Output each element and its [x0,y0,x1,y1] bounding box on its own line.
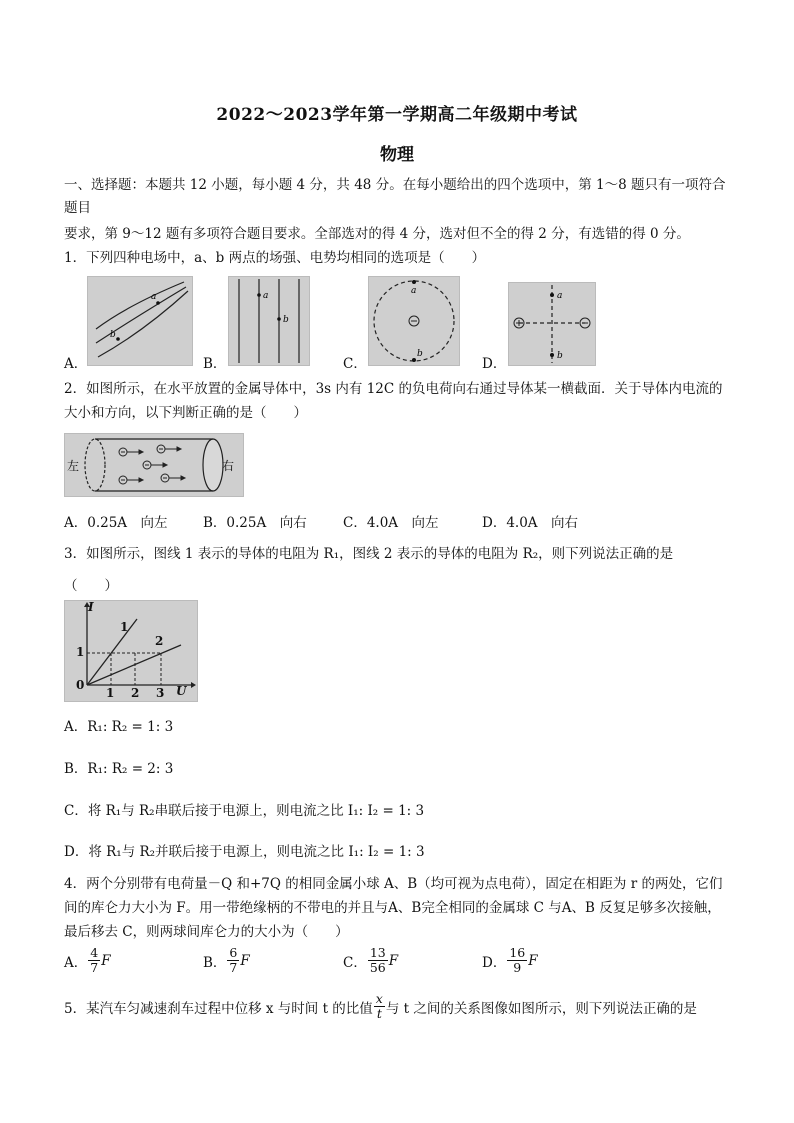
q4-stem-line-3: 最后移去 C，则两球间库仑力的大小为（ ） [64,924,349,940]
q3-stem-line-1: 3．如图所示，图线 1 表示的导体的电阻为 R₁，图线 2 表示的导体的电阻为 R₂，则下列说法正确的是 [64,546,674,562]
q2-option-c: C．4.0A 向左 [343,515,439,531]
q4-option-d-unit: F [528,952,538,969]
q4-stem-line-1: 4．两个分别带有电荷量－Q 和+7Q 的相同金属小球 A、B（均可视为点电荷），固定在相距为 r 的两处，它们 [64,876,723,892]
q2-stem-line-1: 2．如图所示，在水平放置的金属导体中，3s 内有 12C 的负电荷向右通过导体某一横截面．关于导体内电流的 [64,381,723,397]
q2-option-b: B．0.25A 向右 [203,515,307,531]
q4-option-d-label: D． [482,954,507,971]
exam-subject: 物理 [380,145,414,165]
q4-option-a [64,946,111,975]
q4-option-a-fraction [88,946,100,975]
q1-option-c-label: C． [343,356,367,372]
q3-x-tick-1: 1 [106,686,115,700]
q4-option-c-fraction [368,946,388,975]
q4-option-b [203,946,250,975]
q1-figure-d [508,282,596,366]
q5-stem-part-b: 与 t 之间的关系图像如图所示，则下列说法正确的是 [385,1000,697,1017]
q2-stem-line-2: 大小和方向，以下判断正确的是（ ） [64,405,307,421]
q5-stem [64,992,732,1021]
instructions-line-1: 一、选择题：本题共 12 小题，每小题 4 分，共 48 分。在每小题给出的四个选项中，第 1～8 题只有一项符合 [64,177,726,193]
q4-option-a-unit: F [101,952,111,969]
exam-title: 2022～2023学年第一学期高二年级期中考试 [216,105,578,125]
q4-option-c-unit: F [388,952,399,969]
instructions-line-3: 要求，第 9～12 题有多项符合题目要求。全部选对的得 4 分，选对但不全的得 2 分，有选错的得 0 分。 [64,226,690,242]
q5-x-over-t-fraction [374,992,385,1021]
q4-option-b-unit: F [240,952,250,969]
q3-option-d: D．将 R₁与 R₂并联后接于电源上，则电流之比 I₁: I₂ = 1: 3 [64,844,425,860]
q3-stem-line-2: （ ） [64,578,118,594]
q4-option-d [482,946,538,975]
q4-option-c-numerator: 13 [369,945,386,960]
q4-option-a-numerator: 4 [90,945,99,960]
q1-figure-c [368,276,460,366]
q3-x-tick-2: 2 [131,686,140,700]
q3-x-tick-3: 3 [156,686,165,700]
q4-option-d-fraction [507,946,527,975]
q3-option-a: A．R₁: R₂ = 1: 3 [64,719,174,735]
q4-option-b-label: B． [203,954,227,971]
q4-option-b-numerator: 6 [229,945,238,960]
q1-figure-b [228,276,310,366]
q1-option-d-label: D． [482,356,507,372]
q3-option-c: C．将 R₁与 R₂串联后接于电源上，则电流之比 I₁: I₂ = 1: 3 [64,803,425,819]
q1-option-a-label: A． [64,356,88,372]
svg-text:a: a [263,291,269,301]
q4-option-c-label: C． [343,954,367,971]
q2-conductor-figure [64,433,244,497]
q4-option-d-denominator: 9 [513,960,522,975]
q2-figure-right-label: 右 [222,459,235,473]
svg-text:b: b [417,349,423,359]
q4-stem-line-2: 间的库仑力大小为 F。用一带绝缘柄的不带电的并且与A、B完全相同的金属球 C 与A、B 反复足够多次接触， [64,900,721,916]
q5-fraction-numerator: x [375,991,383,1006]
q5-fraction-denominator: t [376,1006,382,1021]
svg-text:b: b [557,351,563,361]
svg-text:b: b [283,315,289,325]
q4-option-b-denominator: 7 [229,960,238,975]
q4-option-c-denominator: 56 [369,960,386,975]
instructions-line-2: 题目 [64,200,91,216]
svg-text:a: a [411,286,417,296]
q4-option-a-label: A． [64,954,88,971]
q5-stem-part-a: 5．某汽车匀减速刹车过程中位移 x 与时间 t 的比值 [64,1000,373,1017]
q2-option-d: D．4.0A 向右 [482,515,579,531]
svg-text:b: b [110,330,116,340]
q3-line-2-label: 2 [155,634,164,648]
q3-option-b: B．R₁: R₂ = 2: 3 [64,761,174,777]
q3-y-axis-label: I [88,600,94,614]
q2-option-a: A．0.25A 向左 [64,515,168,531]
q4-option-b-fraction [227,946,239,975]
q4-option-c [343,946,398,975]
q3-line-1-label: 1 [120,620,129,634]
q4-option-a-denominator: 7 [90,960,99,975]
q4-option-d-numerator: 16 [509,945,526,960]
q1-stem: 1．下列四种电场中，a、b 两点的场强、电势均相同的选项是（ ） [64,250,486,266]
svg-text:a: a [557,291,563,301]
q1-figure-a [87,276,193,366]
q3-y-tick-1: 1 [76,645,85,659]
q3-origin-label: 0 [76,678,85,692]
svg-text:a: a [151,292,157,302]
q3-x-axis-label: U [176,684,187,698]
q2-figure-left-label: 左 [67,459,80,473]
q1-option-b-label: B． [203,356,227,372]
